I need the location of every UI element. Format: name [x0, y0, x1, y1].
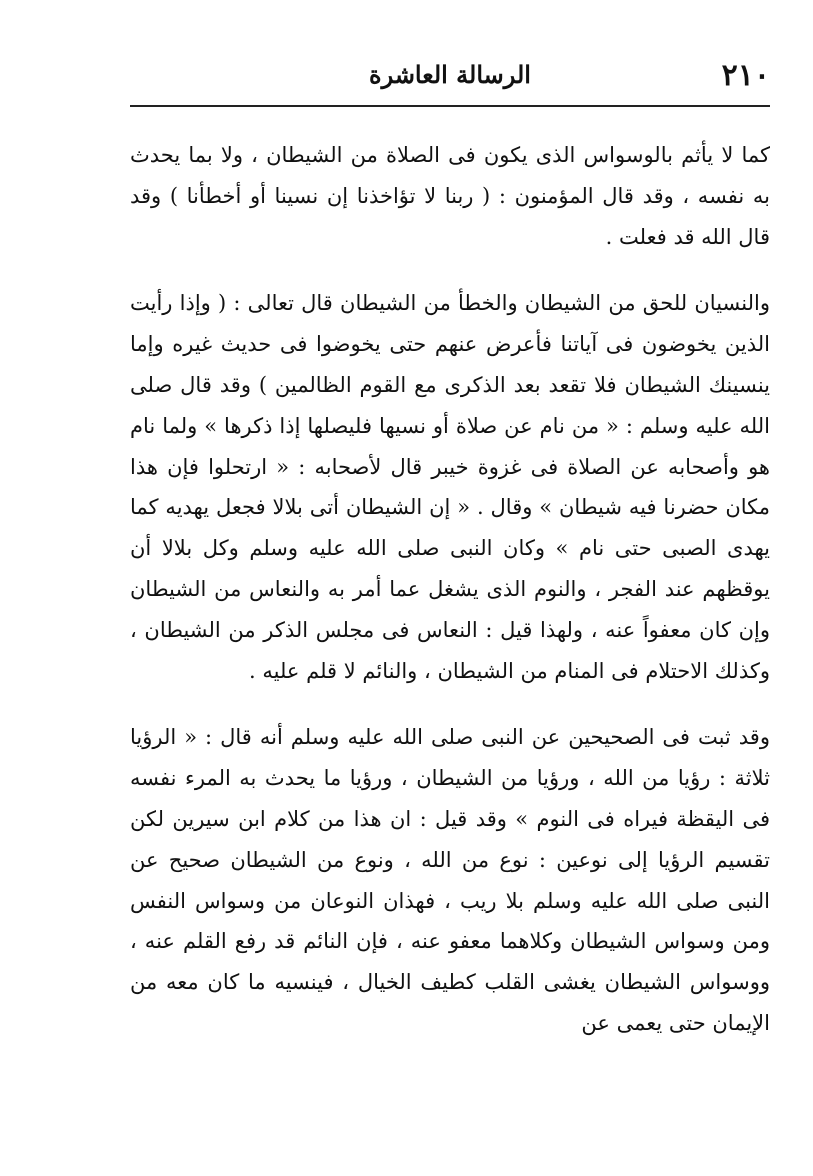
- paragraph-2: والنسيان للحق من الشيطان والخطأ من الشيطان قال تعالى : ( وإذا رأيت الذين يخوضون فى آياتنا فأعرض عنهم حتى يخوضوا فى حديث غيره وإما ينسينك الشيطان فلا تقعد بعد الذكرى مع القوم الظالمين ) وقد قال صلى الله عليه وسلم : « من نام عن صلاة أو نسيها فليصلها إذا ذكرها » ولما نام هو وأصحابه عن الصلاة فى غزوة خيبر قال لأصحابه : « ارتحلوا فإن هذا مكان حضرنا فيه شيطان » وقال . « إن الشيطان أتى بلالا فجعل يهديه كما يهدى الصبى حتى نام » وكان النبى صلى الله عليه وسلم وكل بلالا أن يوقظهم عند الفجر ، والنوم الذى يشغل عما أمر به والنعاس من الشيطان وإن كان معفواً عنه ، ولهذا قيل : النعاس فى مجلس الذكر من الشيطان ، وكذلك الاحتلام فى المنام من الشيطان ، والنائم لا قلم عليه .: [130, 291, 770, 683]
- paragraph-3: وقد ثبت فى الصحيحين عن النبى صلى الله عليه وسلم أنه قال : « الرؤيا ثلاثة : رؤيا من الله ، ورؤيا من الشيطان ، ورؤيا ما يحدث به المرء نفسه فى اليقظة فيراه فى النوم » وقد قيل : ان هذا من كلام ابن سيرين لكن تقسيم الرؤيا إلى نوعين : نوع من الله ، ونوع من الشيطان صحيح عن النبى صلى الله عليه وسلم بلا ريب ، فهذان النوعان من وسواس النفس ومن وسواس الشيطان وكلاهما معفو عنه ، فإن النائم قد رفع القلم عنه ، ووسواس الشيطان يغشى القلب كطيف الخيال ، فينسيه ما كان معه من الإيمان حتى يعمى عن: [130, 725, 770, 1035]
- body-text: [130, 135, 770, 1044]
- page-number: ٢١٠: [721, 58, 770, 93]
- paragraph-1: كما لا يأثم بالوسواس الذى يكون فى الصلاة من الشيطان ، ولا بما يحدث به نفسه ، وقد قال المؤمنون : ( ربنا لا تؤاخذنا إن نسينا أو أخطأنا ) وقد قال الله قد فعلت .: [130, 143, 770, 249]
- header-rule: [130, 105, 770, 107]
- running-title: الرسالة العاشرة: [369, 60, 531, 89]
- page-header: [130, 52, 770, 102]
